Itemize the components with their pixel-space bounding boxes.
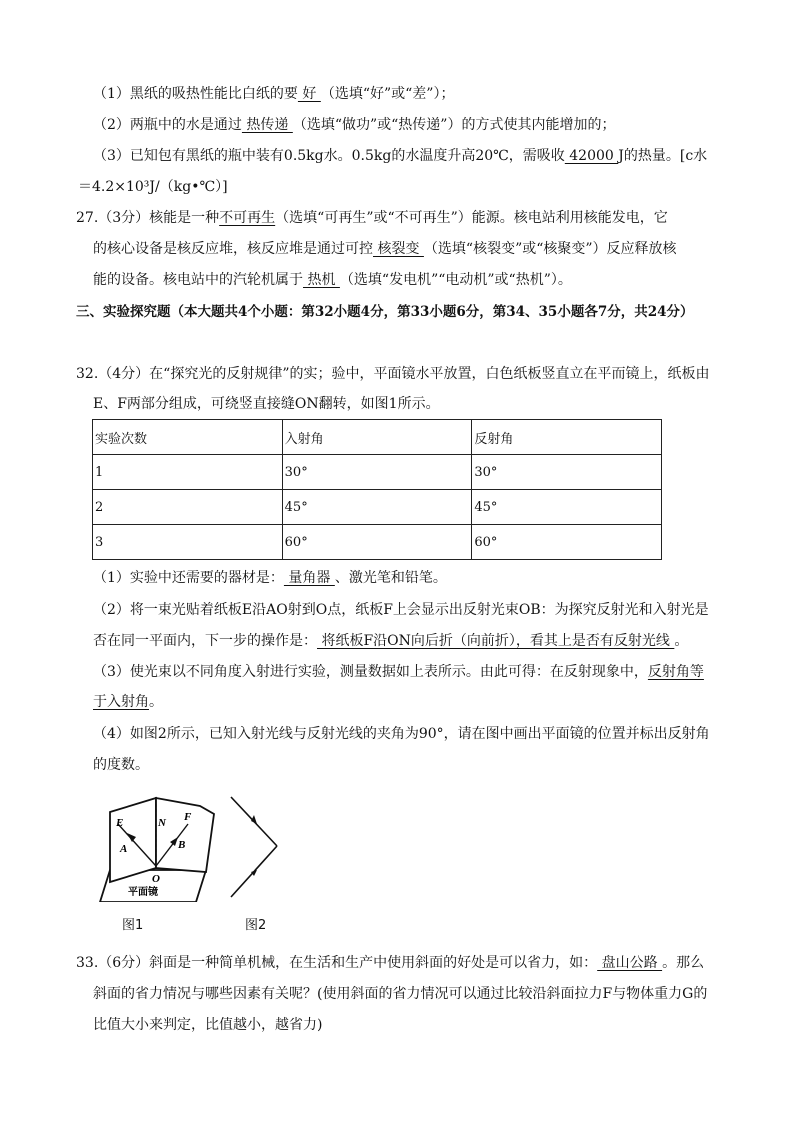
table-cell: 60°	[282, 525, 472, 560]
q27-l2-text-after: （选填“核裂变”或“核聚变”）反应释放核	[423, 241, 677, 257]
q27-text-after: （选填“可再生”或“不可再生”）能源。核电站利用核能发电，它	[275, 210, 668, 226]
figure-1-caption: 图1	[122, 918, 144, 933]
table-cell: 1	[93, 455, 283, 490]
figure-1-mirror-diagram	[96, 790, 216, 902]
q33-text: 33.（6分）斜面是一种简单机械，在生活和生产中使用斜面的好处是可以省力，如：	[76, 955, 598, 971]
q27-text: 27.（3分）核能是一种	[76, 210, 220, 226]
q32-p1-text-after: 、激光笔和铅笔。	[334, 570, 447, 586]
q26-p3-text-after: J的热量。[c水	[618, 148, 708, 164]
table-cell: 30°	[282, 455, 472, 490]
q32-p3-answer-cont: 于入射角	[93, 694, 149, 710]
table-row	[93, 525, 662, 560]
label-a: A	[120, 843, 128, 855]
table-header-cell: 实验次数	[93, 420, 283, 455]
q26-part3-line2: ＝4.2×10³J/（kg•℃）]	[78, 179, 228, 195]
label-e: E	[116, 817, 124, 829]
table-cell: 30°	[472, 455, 662, 490]
q26-p3-answer: 42000	[564, 148, 619, 164]
q32-p2-text-after: 。	[674, 633, 689, 649]
q27-answer3: 热机	[303, 272, 340, 288]
q33-text-after: 。那么	[662, 955, 705, 971]
table-header-row	[93, 420, 662, 455]
table-header-cell: 反射角	[472, 420, 662, 455]
q26-p1-text-after: （选填“好”或“差”）；	[320, 86, 455, 102]
q27-l2-text: 的核心设备是核反应堆，核反应堆是通过可控	[93, 241, 373, 257]
q26-p2-text-after: （选填“做功”或“热传递”）的方式使其内能增加的；	[292, 117, 616, 133]
q33-line1	[76, 953, 704, 973]
figure-2-caption: 图2	[245, 918, 267, 933]
q32-part4-line1: （4）如图2所示，已知入射光线与反射光线的夹角为90°，请在图中画出平面镜的位置并标出反射角	[93, 726, 710, 742]
q32-p2-text: 否在同一平面内，下一步的操作是：	[93, 633, 317, 649]
section-3-heading: 三、实验探究题（本大题共4个小题：第32小题4分，第33小题6分，第34、35小题各7分，共24分）	[76, 304, 694, 320]
q27-line1	[76, 208, 668, 228]
mirror-label: 平面镜	[128, 887, 158, 898]
q32-part1	[93, 568, 447, 588]
board-f	[156, 798, 214, 872]
label-b: B	[178, 839, 186, 851]
q32-data-table	[92, 419, 662, 560]
label-n: N	[158, 817, 166, 829]
figure-2-ray-diagram	[225, 793, 285, 905]
q32-part2-line1: （2）将一束光贴着纸板E沿AO射到O点，纸板F上会显示出反射光束OB：为探究反射光和入射光是	[93, 602, 709, 618]
q27-l3-text-after: （选填“发电机”“电动机”或“热机”）。	[339, 272, 572, 288]
q33-answer: 盘山公路	[597, 955, 663, 971]
q32-p3-text: （3）使光束以不同角度入射进行实验，测量数据如上表所示。由此可得：在反射现象中，	[93, 664, 648, 680]
q32-part4-line2: 的度数。	[93, 757, 149, 773]
q27-l3-text: 能的设备。核电站中的汽轮机属于	[93, 272, 303, 288]
table-cell: 45°	[282, 490, 472, 525]
q32-p2-answer: 将纸板F沿ON向后折（向前折），看其上是否有反射光线	[317, 633, 675, 649]
q26-p1-text: （1）黑纸的吸热性能比白纸的要	[93, 86, 298, 102]
q32-p3-text-after: 。	[149, 694, 163, 710]
q32-p1-answer: 量角器	[283, 570, 335, 586]
q32-intro-line2: E、F两部分组成，可绕竖直接缝ON翻转，如图1所示。	[93, 396, 440, 412]
q26-p3-text: （3）已知包有黑纸的瓶中装有0.5kg水。0.5kg的水温度升高20℃，需吸收	[93, 148, 565, 164]
label-f: F	[184, 811, 192, 823]
q26-p2-answer: 热传递	[241, 117, 293, 133]
q27-line3	[93, 270, 572, 290]
q32-p1-text: （1）实验中还需要的器材是：	[93, 570, 284, 586]
table-cell: 60°	[472, 525, 662, 560]
q32-part2-line2	[93, 631, 688, 651]
table-row	[93, 490, 662, 525]
q27-answer1: 不可再生	[219, 210, 276, 226]
q32-part3-line1	[93, 662, 704, 682]
q32-part3-line2	[93, 692, 163, 712]
table-cell: 45°	[472, 490, 662, 525]
q26-p2-text: （2）两瓶中的水是通过	[93, 117, 242, 133]
table-header-cell: 入射角	[282, 420, 472, 455]
q26-p1-answer: 好	[297, 86, 321, 102]
q27-answer2: 核裂变	[373, 241, 424, 257]
label-o: O	[152, 873, 160, 885]
q26-part3	[93, 146, 707, 166]
q26-part1	[93, 84, 454, 104]
q32-p3-answer: 反射角等	[647, 664, 704, 680]
q27-line2	[93, 239, 677, 259]
q33-line2: 斜面的省力情况与哪些因素有关呢？(使用斜面的省力情况可以通过比较沿斜面拉力F与物体重力G的	[93, 986, 708, 1002]
table-cell: 2	[93, 490, 283, 525]
table-cell: 3	[93, 525, 283, 560]
q26-part2	[93, 115, 615, 135]
q33-line3: 比值大小来判定，比值越小，越省力)	[93, 1017, 323, 1033]
table-row	[93, 455, 662, 490]
q32-intro-line1: 32.（4分）在“探究光的反射规律”的实；验中，平面镜水平放置，白色纸板竖直立在平而镜上，纸板由	[76, 366, 710, 382]
